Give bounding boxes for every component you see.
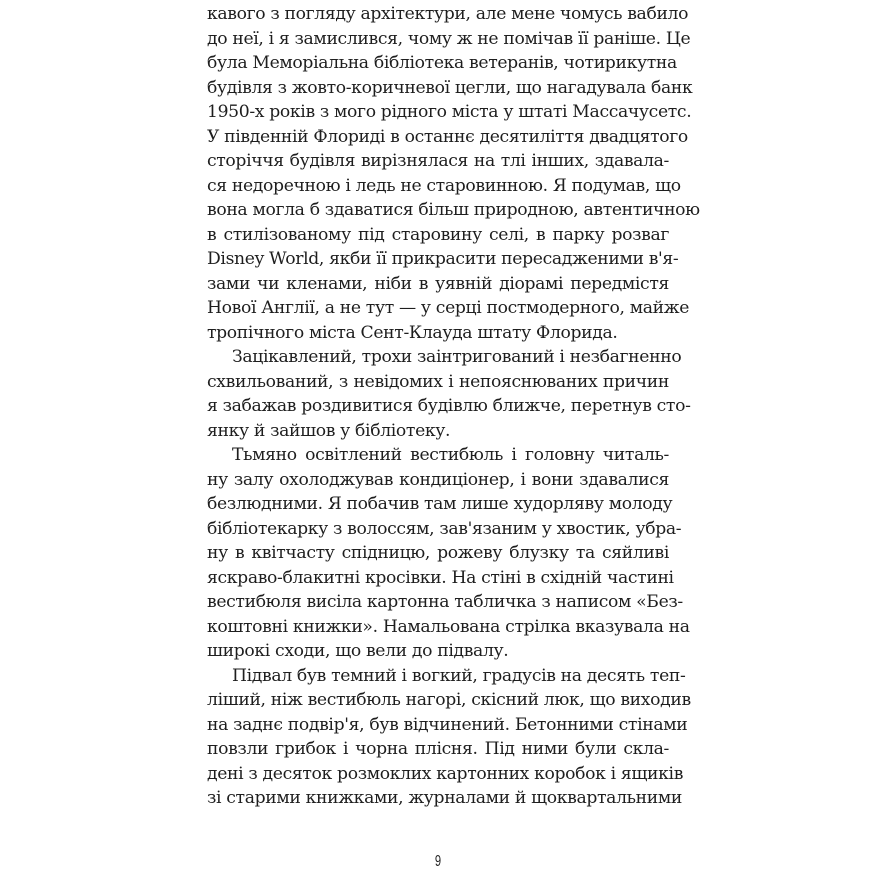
- text-line: яскраво-блакитні кросівки. На стіні в східній частині: [207, 567, 674, 588]
- text-line: широкі сходи, що вели до підвалу.: [207, 641, 509, 661]
- paragraph-first-line: Зацікавлений, трохи заінтригований і незбагненно: [232, 347, 682, 367]
- text-line: схвильований, з невідомих і непояснюваних причин: [207, 371, 669, 392]
- paragraph-first-line: Тьмяно освітлений вестибюль і головну читаль-: [232, 445, 669, 465]
- text-line: Нової Англії, а не тут — у серці постмодерного, майже: [207, 298, 690, 318]
- text-line: безлюдними. Я побачив там лише худорляву молоду: [207, 494, 673, 514]
- text-line: сторіччя будівля вирізнялася на тлі інших, здавала-: [207, 151, 669, 171]
- text-line: янку й зайшов у бібліотеку.: [207, 420, 451, 441]
- text-line: ну в квітчасту спідницю, рожеву блузку та сяйливі: [207, 543, 669, 563]
- text-line: кавого з погляду архітектури, але мене чомусь вабило: [207, 4, 689, 24]
- text-line: дені з десяток розмоклих картонних коробок і ящиків: [207, 763, 684, 784]
- text-line: тропічного міста Сент-Клауда штату Флорида.: [207, 322, 618, 343]
- text-line: на заднє подвір'я, був відчинений. Бетонними стінами: [207, 714, 688, 735]
- text-line: я забажав роздивитися будівлю ближче, перетнув сто-: [207, 396, 691, 416]
- text-line: У південній Флориді в останнє десятиліття двадцятого: [207, 126, 688, 147]
- book-page: [207, 0, 700, 876]
- text-line: 1950-х років з мого рідного міста у штаті Массачусетс.: [207, 102, 692, 122]
- text-line: ну залу охолоджував кондиціонер, і вони здавалися: [207, 469, 669, 490]
- text-line: вестибюля висіла картонна табличка з написом «Без-: [207, 592, 683, 612]
- text-line: будівля з жовто-коричневої цегли, що нагадувала банк: [207, 77, 693, 98]
- text-line: зі старими книжками, журналами й щоквартальними: [207, 788, 682, 808]
- paragraph-first-line: Підвал був темний і вогкий, градусів на десять теп-: [232, 665, 686, 686]
- text-line: Disney World, якби її прикрасити пересадженими в'я-: [207, 249, 679, 269]
- page-number: 9: [434, 853, 442, 870]
- text-line: повзли грибок і чорна плісня. Під ними були скла-: [207, 739, 669, 759]
- text-line: зами чи кленами, ніби в уявній діорамі передмістя: [207, 273, 669, 294]
- text-line: бібліотекарку з волоссям, зав'язаним у хвостик, убра-: [207, 518, 682, 539]
- text-line: ліший, ніж вестибюль нагорі, скісний люк, що виходив: [207, 690, 691, 710]
- body-text: [207, 2, 700, 811]
- text-line: коштовні книжки». Намальована стрілка вказувала на: [207, 616, 690, 637]
- text-line: до неї, і я замислився, чому ж не помічав її раніше. Це: [207, 28, 691, 49]
- text-line: вона могла б здаватися більш природною, автентичною: [207, 200, 700, 220]
- text-line: була Меморіальна бібліотека ветеранів, чотирикутна: [207, 53, 677, 73]
- text-line: ся недоречною і ледь не старовинною. Я подумав, що: [207, 175, 681, 196]
- text-line: в стилізованому під старовину селі, в парку розваг: [207, 224, 669, 245]
